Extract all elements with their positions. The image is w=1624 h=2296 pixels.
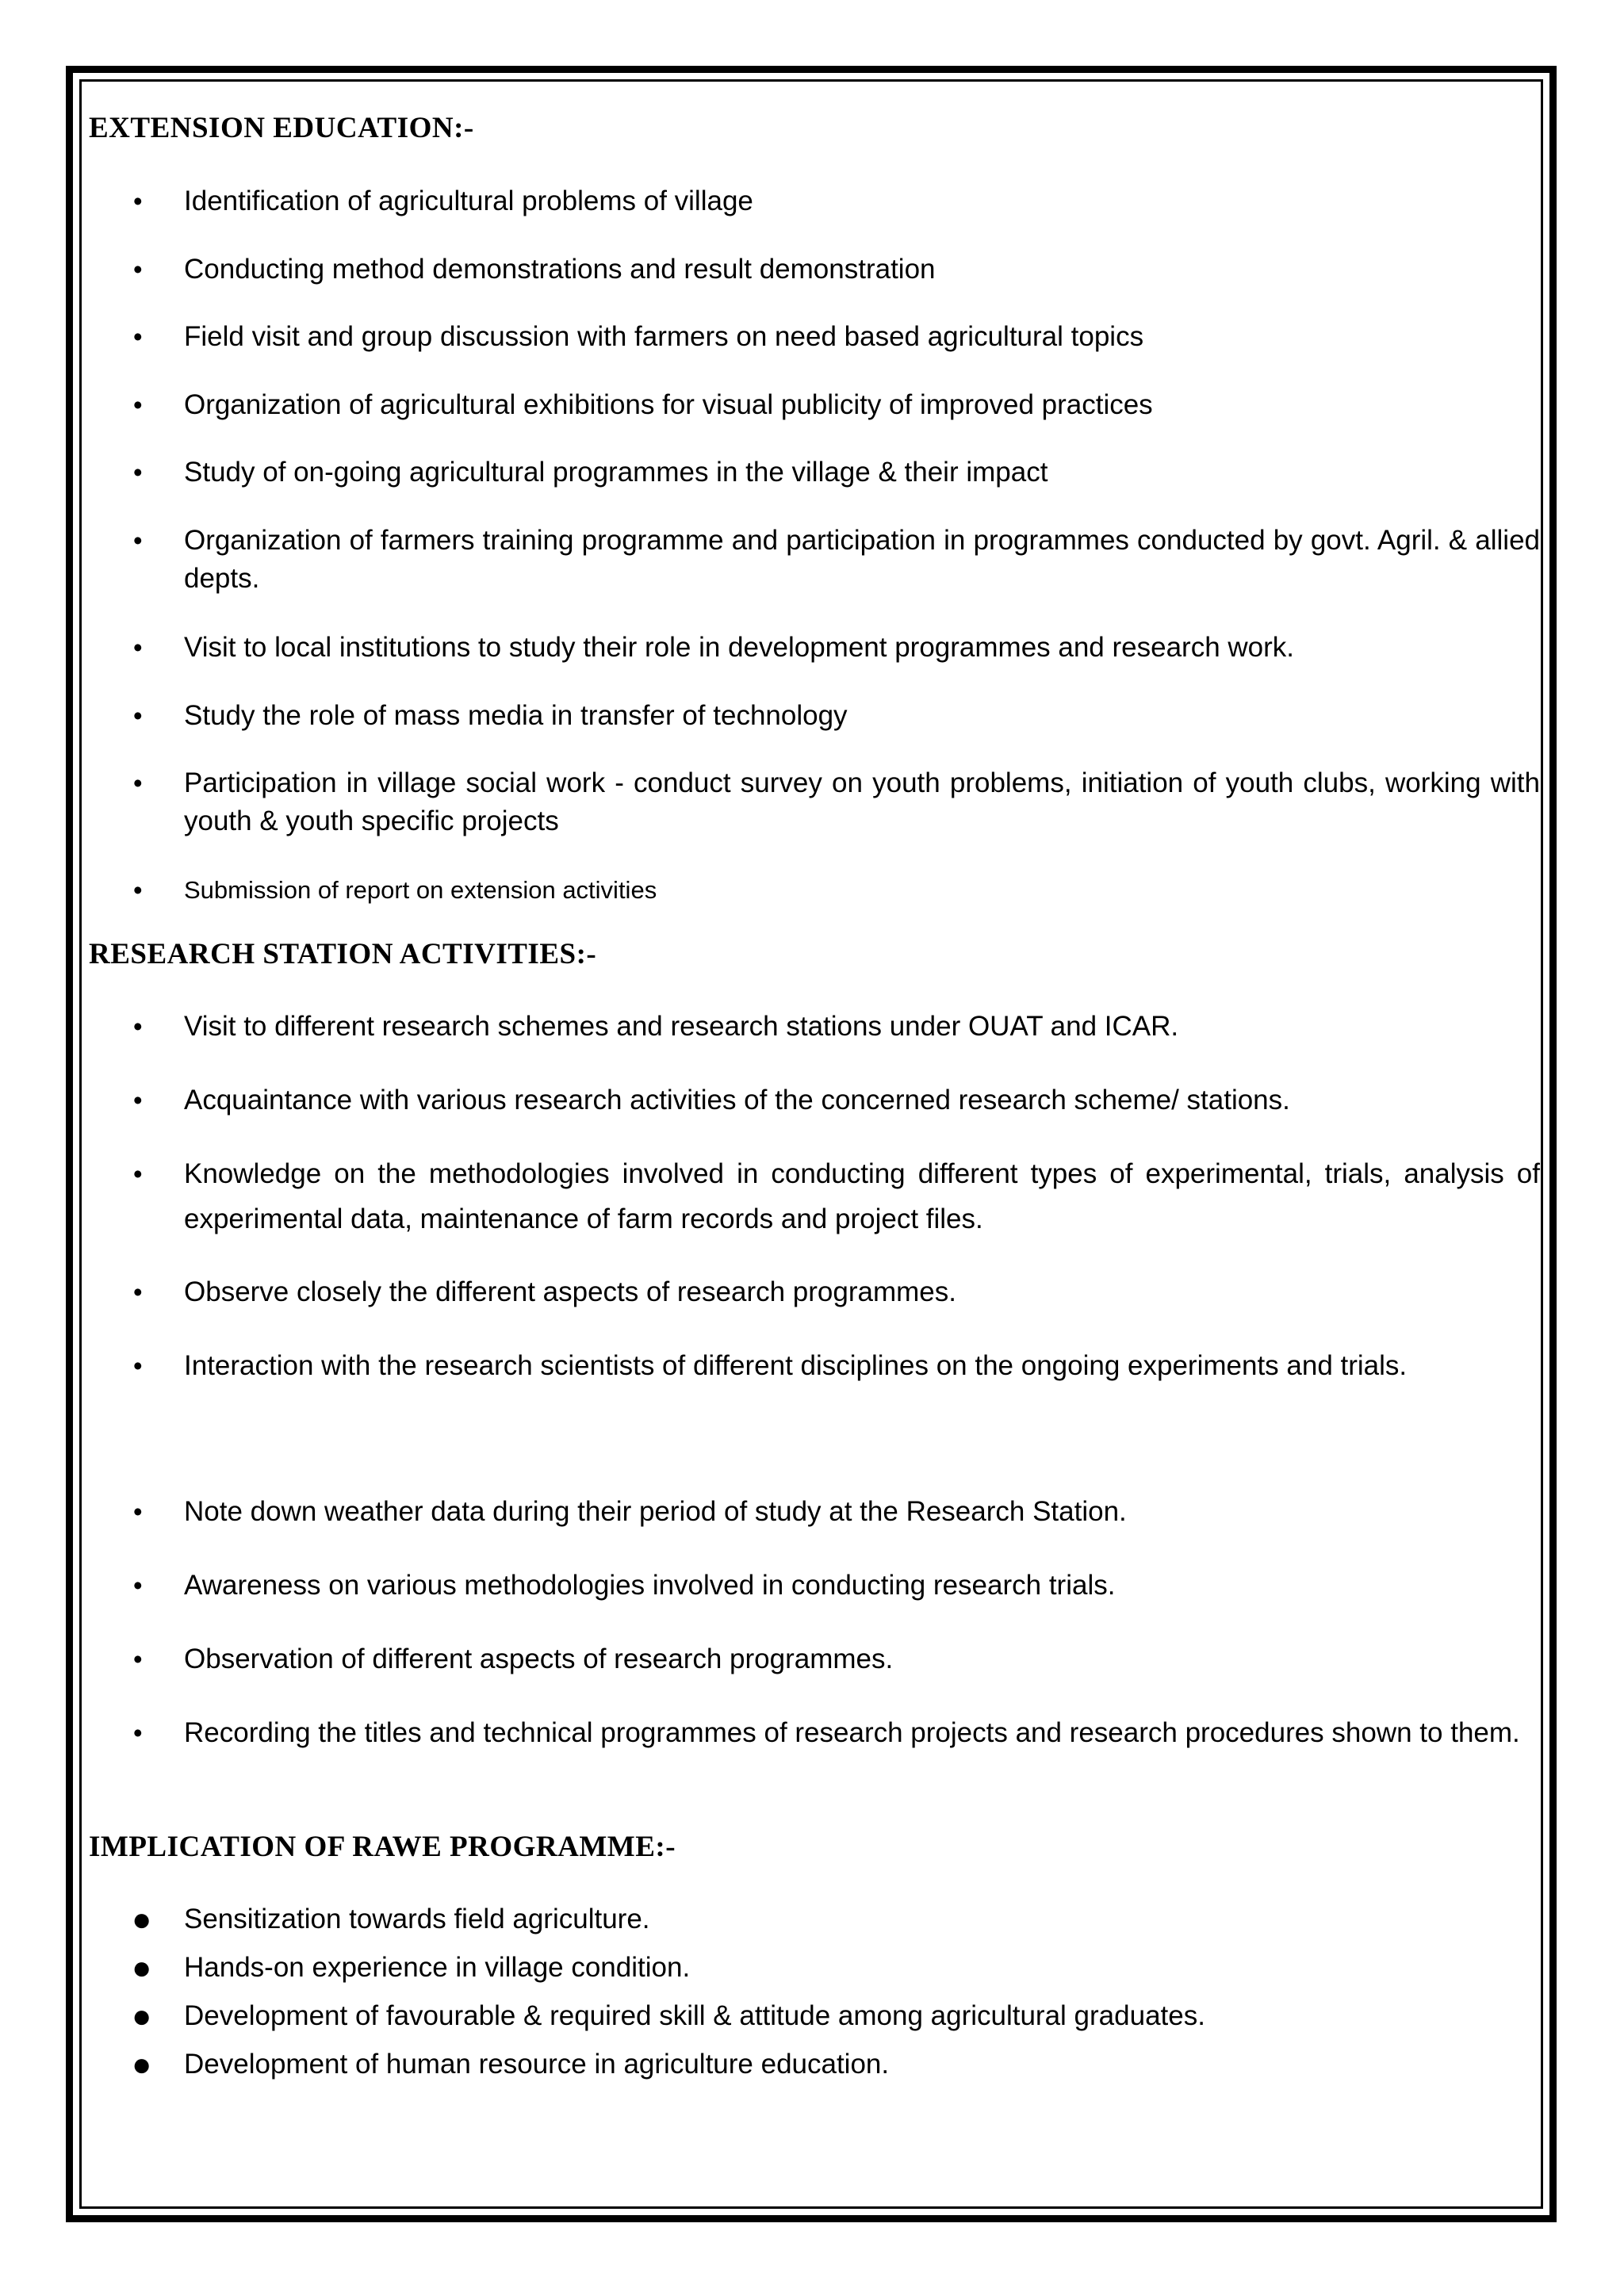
extension-item-7: Visit to local institutions to study their role in development programmes and research work. <box>184 632 1295 663</box>
research-item-6: Note down weather data during their period of study at the Research Station. <box>184 1496 1127 1527</box>
bullet-icon: • <box>133 1497 143 1526</box>
bullet-icon: • <box>133 1277 143 1307</box>
extension-item-5: Study of on-going agricultural programmes in the village & their impact <box>184 457 1048 488</box>
bullet-icon: • <box>133 1571 143 1600</box>
bullet-icon: ● <box>132 2045 152 2083</box>
research-item-7: Awareness on various methodologies involved in conducting research trials. <box>184 1570 1116 1601</box>
extension-item-4: Organization of agricultural exhibitions for visual publicity of improved practices <box>184 389 1153 420</box>
extension-item-1: Identification of agricultural problems of village <box>184 186 753 216</box>
bullet-icon: • <box>133 186 143 216</box>
section-title-implication-of-rawe-programme: IMPLICATION OF RAWE PROGRAMME:- <box>89 1831 676 1863</box>
bullet-icon: ● <box>132 1997 152 2034</box>
bullet-icon: • <box>133 1718 143 1747</box>
extension-item-10: Submission of report on extension activities <box>184 876 657 904</box>
extension-item-9: Participation in village social work - conduct survey on youth problems, initiation of youth clubs, working with youth & youth specific projects <box>184 767 1540 836</box>
bullet-icon: • <box>133 701 143 730</box>
extension-item-6: Organization of farmers training programme and participation in programmes conducted by govt. Agril. & allied depts. <box>184 525 1540 594</box>
bullet-icon: • <box>133 390 143 419</box>
section-title-extension-education: EXTENSION EDUCATION:- <box>89 112 474 144</box>
extension-item-8: Study the role of mass media in transfer of technology <box>184 700 848 731</box>
bullet-icon: • <box>133 633 143 662</box>
implication-item-1: Sensitization towards field agriculture. <box>184 1904 650 1934</box>
bullet-icon: • <box>133 1644 143 1674</box>
bullet-icon: • <box>133 1085 143 1115</box>
extension-item-2: Conducting method demonstrations and result demonstration <box>184 254 936 285</box>
bullet-icon: • <box>133 254 143 284</box>
bullet-icon: • <box>133 875 143 905</box>
research-item-2: Acquaintance with various research activities of the concerned research scheme/ stations. <box>184 1085 1290 1115</box>
bullet-icon: • <box>133 526 143 555</box>
research-item-9: Recording the titles and technical programmes of research projects and research procedures shown to them. <box>184 1717 1520 1748</box>
research-item-3: Knowledge on the methodologies involved in conducting different types of experimental, trials, analysis of experimental data, maintenance of farm records and project files. <box>184 1158 1540 1234</box>
extension-item-3: Field visit and group discussion with farmers on need based agricultural topics <box>184 321 1144 352</box>
implication-item-4: Development of human resource in agriculture education. <box>184 2049 890 2080</box>
bullet-icon: • <box>133 1012 143 1041</box>
implication-item-2: Hands-on experience in village condition. <box>184 1952 691 1983</box>
section-title-research-station-activities: RESEARCH STATION ACTIVITIES:- <box>89 938 597 970</box>
bullet-icon: • <box>133 322 143 351</box>
research-item-4: Observe closely the different aspects of research programmes. <box>184 1276 956 1307</box>
implication-item-3: Development of favourable & required skill & attitude among agricultural graduates. <box>184 2000 1205 2031</box>
research-item-1: Visit to different research schemes and research stations under OUAT and ICAR. <box>184 1011 1179 1042</box>
bullet-icon: ● <box>132 1900 152 1938</box>
bullet-icon: • <box>133 1351 143 1380</box>
bullet-icon: • <box>133 457 143 487</box>
bullet-icon: • <box>133 1159 143 1188</box>
bullet-icon: • <box>133 768 143 798</box>
research-item-8: Observation of different aspects of research programmes. <box>184 1644 894 1674</box>
research-item-5: Interaction with the research scientists of different disciplines on the ongoing experiments and trials. <box>184 1350 1408 1381</box>
bullet-icon: ● <box>132 1949 152 1986</box>
